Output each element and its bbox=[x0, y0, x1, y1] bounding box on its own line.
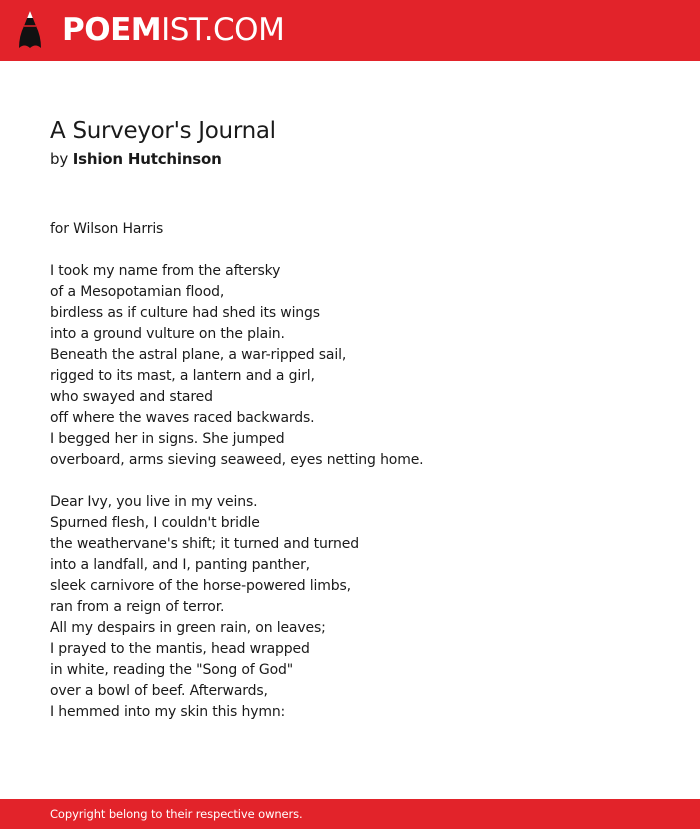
copyright-text: Copyright belong to their respective owners. bbox=[50, 807, 303, 821]
pencil-tip-icon[interactable] bbox=[18, 10, 42, 50]
brand-light-text: IST.COM bbox=[161, 12, 285, 48]
poem-line: rigged to its mast, a lantern and a girl, bbox=[50, 368, 315, 384]
poem-stanza bbox=[50, 219, 670, 240]
poem-line: I hemmed into my skin this hymn: bbox=[50, 704, 286, 720]
poem-line: over a bowl of beef. Afterwards, bbox=[50, 683, 268, 699]
poem-line: sleek carnivore of the horse-powered limbs, bbox=[50, 578, 351, 594]
poem-line: off where the waves raced backwards. bbox=[50, 410, 315, 426]
site-logo-link[interactable] bbox=[62, 13, 284, 47]
site-header bbox=[0, 0, 700, 61]
poem-line: birdless as if culture had shed its wings bbox=[50, 305, 320, 321]
poem-stanza bbox=[50, 261, 670, 471]
poem-heading bbox=[50, 116, 670, 169]
poem-line: I prayed to the mantis, head wrapped bbox=[50, 641, 310, 657]
poem-stanza bbox=[50, 492, 670, 723]
poem-line: Spurned flesh, I couldn't bridle bbox=[50, 515, 260, 531]
poem-line: I begged her in signs. She jumped bbox=[50, 431, 285, 447]
poem-line: overboard, arms sieving seaweed, eyes netting home. bbox=[50, 452, 424, 468]
poem-line: Dear Ivy, you live in my veins. bbox=[50, 494, 258, 510]
site-footer bbox=[0, 799, 700, 829]
author-name[interactable]: Ishion Hutchinson bbox=[72, 150, 222, 168]
poem-line: the weathervane's shift; it turned and turned bbox=[50, 536, 359, 552]
byline bbox=[50, 149, 670, 169]
poem-line: of a Mesopotamian flood, bbox=[50, 284, 225, 300]
poem-line: Beneath the astral plane, a war-ripped sail, bbox=[50, 347, 347, 363]
poem-line: in white, reading the "Song of God" bbox=[50, 662, 294, 678]
poem-line: I took my name from the aftersky bbox=[50, 263, 281, 279]
poem-line: ran from a reign of terror. bbox=[50, 599, 225, 615]
brand-bold-text: POEM bbox=[62, 12, 162, 48]
poem-title: A Surveyor's Journal bbox=[50, 118, 276, 144]
poem-line: into a landfall, and I, panting panther, bbox=[50, 557, 310, 573]
poem-body bbox=[50, 219, 670, 744]
poem-line: into a ground vulture on the plain. bbox=[50, 326, 285, 342]
poem-line: for Wilson Harris bbox=[50, 221, 164, 237]
by-label: by bbox=[50, 150, 68, 168]
poem-line: who swayed and stared bbox=[50, 389, 213, 405]
poem-line: All my despairs in green rain, on leaves; bbox=[50, 620, 326, 636]
